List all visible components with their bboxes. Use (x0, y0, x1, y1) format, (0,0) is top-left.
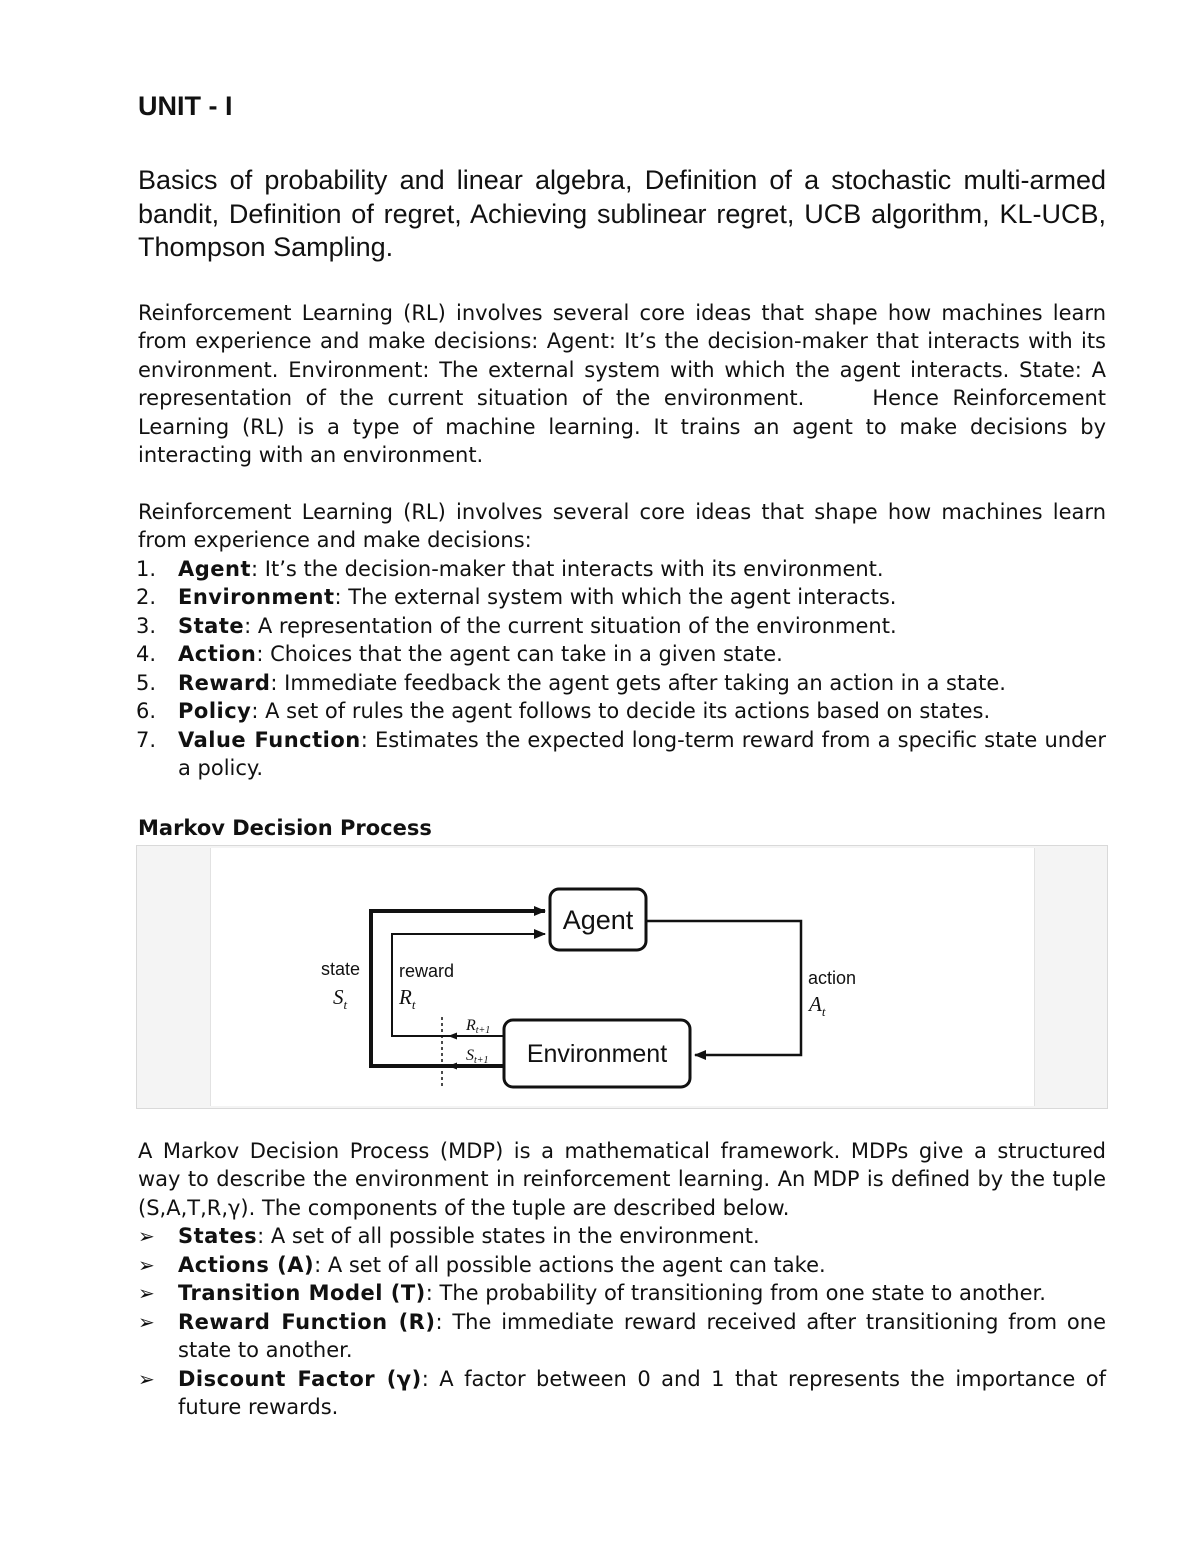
list-desc: : The probability of transitioning from one state to another. (425, 1281, 1046, 1305)
list-item (138, 555, 1106, 584)
list-item (138, 697, 1106, 726)
mdp-diagram (211, 848, 1034, 1106)
next-reward-sub: t+1 (475, 1024, 491, 1036)
action-label: action (808, 967, 857, 988)
list-term: Agent (178, 556, 252, 581)
arrow-bullet-icon: ➢ (138, 1252, 155, 1277)
list-desc: : It’s the decision-maker that interacts with its environment. (251, 556, 884, 581)
mdp-components-list (138, 1222, 1106, 1422)
list-number: 2. (136, 585, 157, 609)
next-state-symbol (466, 1047, 489, 1066)
list-number: 1. (136, 556, 157, 581)
list-term: States (178, 1224, 258, 1248)
list-number: 7. (136, 727, 157, 752)
mdp-heading: Markov Decision Process (138, 815, 432, 840)
list-item (138, 640, 1106, 669)
list-desc: : A set of rules the agent follows to decide its actions based on states. (251, 699, 991, 723)
next-state-letter: S (466, 1046, 474, 1064)
intro-paragraph: Reinforcement Learning (RL) involves several core ideas that shape how machines learn from experience and make decisions: Agent: It’s the decision-maker that interacts with its environment. Environment: The external system with which the agent interacts. State: A representation of the current situation of the environment. Hence Reinforcement Learning (RL) is a type of machine learning. It trains an agent to make decisions by interacting with an environment. (138, 300, 1106, 467)
list-item (138, 1251, 1106, 1280)
list-desc: : A set of all possible actions the agent can take. (314, 1252, 826, 1277)
list-term: Value Function (178, 727, 361, 752)
list-term: Reward Function (R) (178, 1309, 436, 1334)
reward-symbol-letter: R (399, 984, 412, 1009)
list-desc: : A representation of the current situation of the environment. (244, 613, 897, 638)
reward-label: reward (399, 960, 455, 981)
state-symbol (333, 985, 348, 1012)
list-desc: : The immediate reward received after transitioning from one state to another. (178, 1309, 1107, 1362)
state-label: state (321, 958, 361, 979)
list-term: Environment (178, 585, 335, 609)
list-item (138, 669, 1106, 698)
list-desc: : The external system with which the agent interacts. (334, 585, 897, 609)
list-item (138, 1308, 1106, 1365)
list-desc: : Choices that the agent can take in a given state. (256, 642, 783, 666)
list-term: Actions (A) (178, 1252, 315, 1277)
list-item (138, 583, 1106, 612)
list-number: 3. (136, 613, 157, 638)
environment-label: Environment (526, 1039, 668, 1068)
action-symbol-letter: A (809, 991, 822, 1016)
list-term: Action (178, 642, 257, 666)
arrow-bullet-icon: ➢ (138, 1281, 155, 1305)
paragraph-spacer (138, 470, 1106, 498)
list-term: Discount Factor (γ) (178, 1366, 422, 1391)
state-symbol-sub: t (343, 996, 348, 1012)
list-number: 6. (136, 699, 157, 723)
list-desc: : A set of all possible states in the environment. (257, 1224, 760, 1248)
mdp-figure-canvas (210, 848, 1035, 1106)
list-desc: : Estimates the expected long-term reward from a specific state under a policy. (178, 727, 1106, 780)
action-symbol-sub: t (821, 1003, 826, 1019)
arrow-bullet-icon: ➢ (138, 1366, 155, 1391)
arrow-bullet-icon: ➢ (138, 1309, 155, 1334)
agent-label: Agent (562, 904, 634, 935)
next-state-sub: t+1 (474, 1054, 489, 1066)
list-item (138, 612, 1106, 641)
reward-symbol-sub: t (411, 996, 416, 1012)
list-number: 5. (136, 670, 157, 695)
mdp-figure (136, 845, 1108, 1109)
list-item (138, 1222, 1106, 1251)
action-symbol (807, 992, 826, 1019)
next-reward-symbol (465, 1017, 490, 1036)
list-item (138, 1279, 1106, 1308)
list-desc: : Immediate feedback the agent gets after taking an action in a state. (270, 670, 1006, 695)
unit-topics: Basics of probability and linear algebra, Definition of a stochastic multi-armed bandit, Definition of regret, Achieving sublinear regret, UCB algorithm, KL-UCB, Thompson Sampling. (138, 165, 1106, 262)
list-item (138, 1365, 1106, 1422)
state-symbol-letter: S (333, 984, 344, 1009)
arrow-bullet-icon: ➢ (138, 1224, 155, 1248)
mdp-paragraph: A Markov Decision Process (MDP) is a mathematical framework. MDPs give a structured way to describe the environment in reinforcement learning. An MDP is defined by the tuple (S,A,T,R,γ). The components of the tuple are described below. (138, 1138, 1106, 1220)
core-ideas-list (138, 555, 1106, 783)
document-page (138, 88, 1106, 1422)
unit-title: UNIT - I (138, 91, 233, 121)
next-reward-letter: R (466, 1016, 476, 1034)
list-term: Policy (178, 699, 252, 723)
list-term: Transition Model (T) (178, 1281, 426, 1305)
list-number: 4. (136, 642, 157, 666)
list-term: State (178, 613, 245, 638)
reward-symbol (398, 985, 416, 1012)
core-ideas-lead: Reinforcement Learning (RL) involves several core ideas that shape how machines learn from experience and make decisions: (138, 499, 1106, 552)
list-term: Reward (178, 670, 271, 695)
list-item (138, 726, 1106, 783)
list-desc: : A factor between 0 and 1 that represents the importance of future rewards. (178, 1366, 1106, 1419)
